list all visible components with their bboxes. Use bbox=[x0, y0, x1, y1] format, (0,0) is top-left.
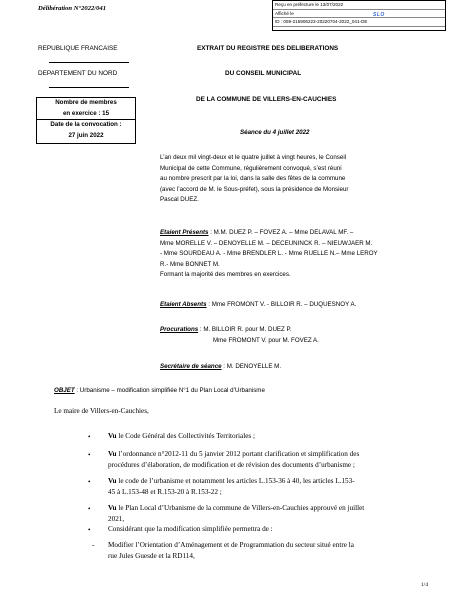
presents-line: R.- Mme BONNET M. bbox=[160, 260, 220, 268]
vu-text: le Code Général des Collectivités Territoriales ; bbox=[116, 432, 256, 440]
intro-line: (avec l’accord de M. le Sous-préfet), sous la présidence de Monsieur bbox=[160, 185, 349, 193]
vu-item bbox=[108, 503, 408, 524]
modification-item bbox=[108, 540, 408, 561]
objet-label: OBJET bbox=[54, 387, 75, 394]
prefecture-stamp bbox=[272, 0, 446, 31]
modification-text: Modifier l’Orientation d’Aménagement et de Programmation du secteur situé entre la bbox=[108, 541, 354, 549]
intro-line: L’an deux mil vingt-deux et le quatre juillet à vingt heures, le Conseil bbox=[160, 154, 347, 161]
page-number: 1/4 bbox=[420, 582, 428, 588]
considerant-line: Considérant que la modification simplifiée permettra de : bbox=[108, 525, 273, 533]
republique-label: REPUBLIQUE FRANCAISE bbox=[38, 45, 118, 52]
modification-text: rue Jules Guesde et la RD114, bbox=[108, 551, 195, 560]
procuration-line: Mme FROMONT V. pour M. FOVEZ A. bbox=[213, 336, 319, 344]
absents-section bbox=[160, 300, 356, 311]
vu-text: 2021, bbox=[108, 514, 125, 523]
bullet-icon: • bbox=[88, 478, 91, 486]
stamp-id: ID : 059-215906223-20220704-2022_041-DE bbox=[273, 18, 445, 27]
vu-text: 45 à L.153-48 et R.153-20 à R.153-22 ; bbox=[108, 487, 222, 496]
stamp-posted: Affiché le bbox=[273, 10, 445, 19]
vu-item bbox=[108, 449, 408, 470]
intro-paragraph bbox=[160, 153, 406, 206]
vu-item bbox=[108, 476, 408, 497]
vu-text: le code de l’urbanisme et notamment les articles L.153-36 à 40, les articles L.153- bbox=[116, 477, 355, 485]
vu-text: le Plan Local d’Urbanisme de la commune de Villers-en-Cauchies approuvé en juillet bbox=[116, 504, 365, 512]
members-label: Nombre de membres bbox=[55, 99, 117, 106]
absents-label: Etaient Absents bbox=[160, 301, 207, 308]
presents-line: Mme MORELLE V. – DENOYELLE M. – DECEUNINCK R. – NIEUWJAER M. bbox=[160, 239, 373, 247]
vu-text: procédures d’élaboration, de modification et de révision des documents d’urbanisme ; bbox=[108, 460, 355, 469]
objet-line bbox=[54, 386, 265, 397]
presents-label: Etaient Présents bbox=[160, 229, 209, 236]
bullet-icon: • bbox=[88, 433, 91, 441]
members-count: en exercice : 15 bbox=[62, 109, 110, 117]
maire-intro: Le maire de Villers-en-Cauchies, bbox=[54, 407, 149, 415]
bullet-icon: • bbox=[88, 526, 91, 534]
vu-label: Vu bbox=[108, 432, 117, 440]
members-box bbox=[36, 97, 136, 144]
objet-text: : Urbanisme – modification simplifiée N°1 du Plan Local d’Urbanisme bbox=[74, 387, 265, 394]
vu-label: Vu bbox=[108, 477, 117, 485]
bullet-icon: • bbox=[88, 505, 91, 513]
divider-line bbox=[49, 87, 129, 88]
procuration-line: : M. BILLOIR R. pour M. DUEZ P. bbox=[198, 326, 292, 333]
presents-section bbox=[160, 228, 408, 281]
bullet-icon: • bbox=[88, 451, 91, 459]
secretaire-text: : M. DENOYELLE M. bbox=[221, 363, 282, 370]
divider-line bbox=[49, 62, 129, 63]
intro-line: au nombre prescrit par la loi, dans la salle des fêtes de la commune bbox=[160, 175, 346, 183]
vu-label: Vu bbox=[108, 504, 117, 512]
stamp-received: Reçu en préfecture le 13/07/2022 bbox=[273, 1, 445, 10]
convocation-date: 27 juin 2022 bbox=[68, 132, 104, 140]
secretaire-label: Secrétaire de séance bbox=[160, 363, 222, 370]
departement-label: DEPARTEMENT DU NORD bbox=[38, 70, 118, 77]
procurations-section bbox=[160, 325, 319, 346]
stamp-logo: SLO bbox=[373, 12, 385, 18]
vu-item bbox=[108, 431, 404, 442]
commune-title: DE LA COMMUNE DE VILLERS-EN-CAUCHIES bbox=[196, 96, 337, 103]
majority-note: Formant la majorité des membres en exercices. bbox=[160, 271, 291, 279]
conseil-title: DU CONSEIL MUNICIPAL bbox=[225, 70, 302, 77]
vu-label: Vu bbox=[108, 450, 117, 458]
dash-marker: - bbox=[92, 541, 95, 549]
absents-text: : Mme FROMONT V. - BILLOIR R. – DUQUESNOY A. bbox=[206, 301, 357, 308]
deliberation-number: Délibération N°2022/041 bbox=[38, 5, 107, 12]
seance-date: Séance du 4 juillet 2022 bbox=[240, 129, 310, 136]
secretaire-section bbox=[160, 362, 281, 373]
procurations-label: Procurations bbox=[160, 326, 199, 333]
intro-line: Pascal DUEZ. bbox=[160, 196, 199, 204]
presents-line: - Mme SOURDEAU A. - Mme BRENDLER L. - Mme RUELLE N.– Mme LEROY bbox=[160, 250, 378, 258]
convocation-label: Date de la convocation : bbox=[50, 121, 122, 129]
intro-line: Municipal de cette Commune, régulièrement convoqué, s’est réuni bbox=[160, 164, 342, 172]
presents-line: : M.M. DUEZ P. – FOVEZ A. – Mme DELAVAL MF. – bbox=[208, 229, 354, 236]
vu-text: l’ordonnance n°2012-11 du 5 janvier 2012 portant clarification et simplification des bbox=[116, 450, 360, 458]
extrait-title: EXTRAIT DU REGISTRE DES DELIBERATIONS bbox=[197, 45, 339, 52]
